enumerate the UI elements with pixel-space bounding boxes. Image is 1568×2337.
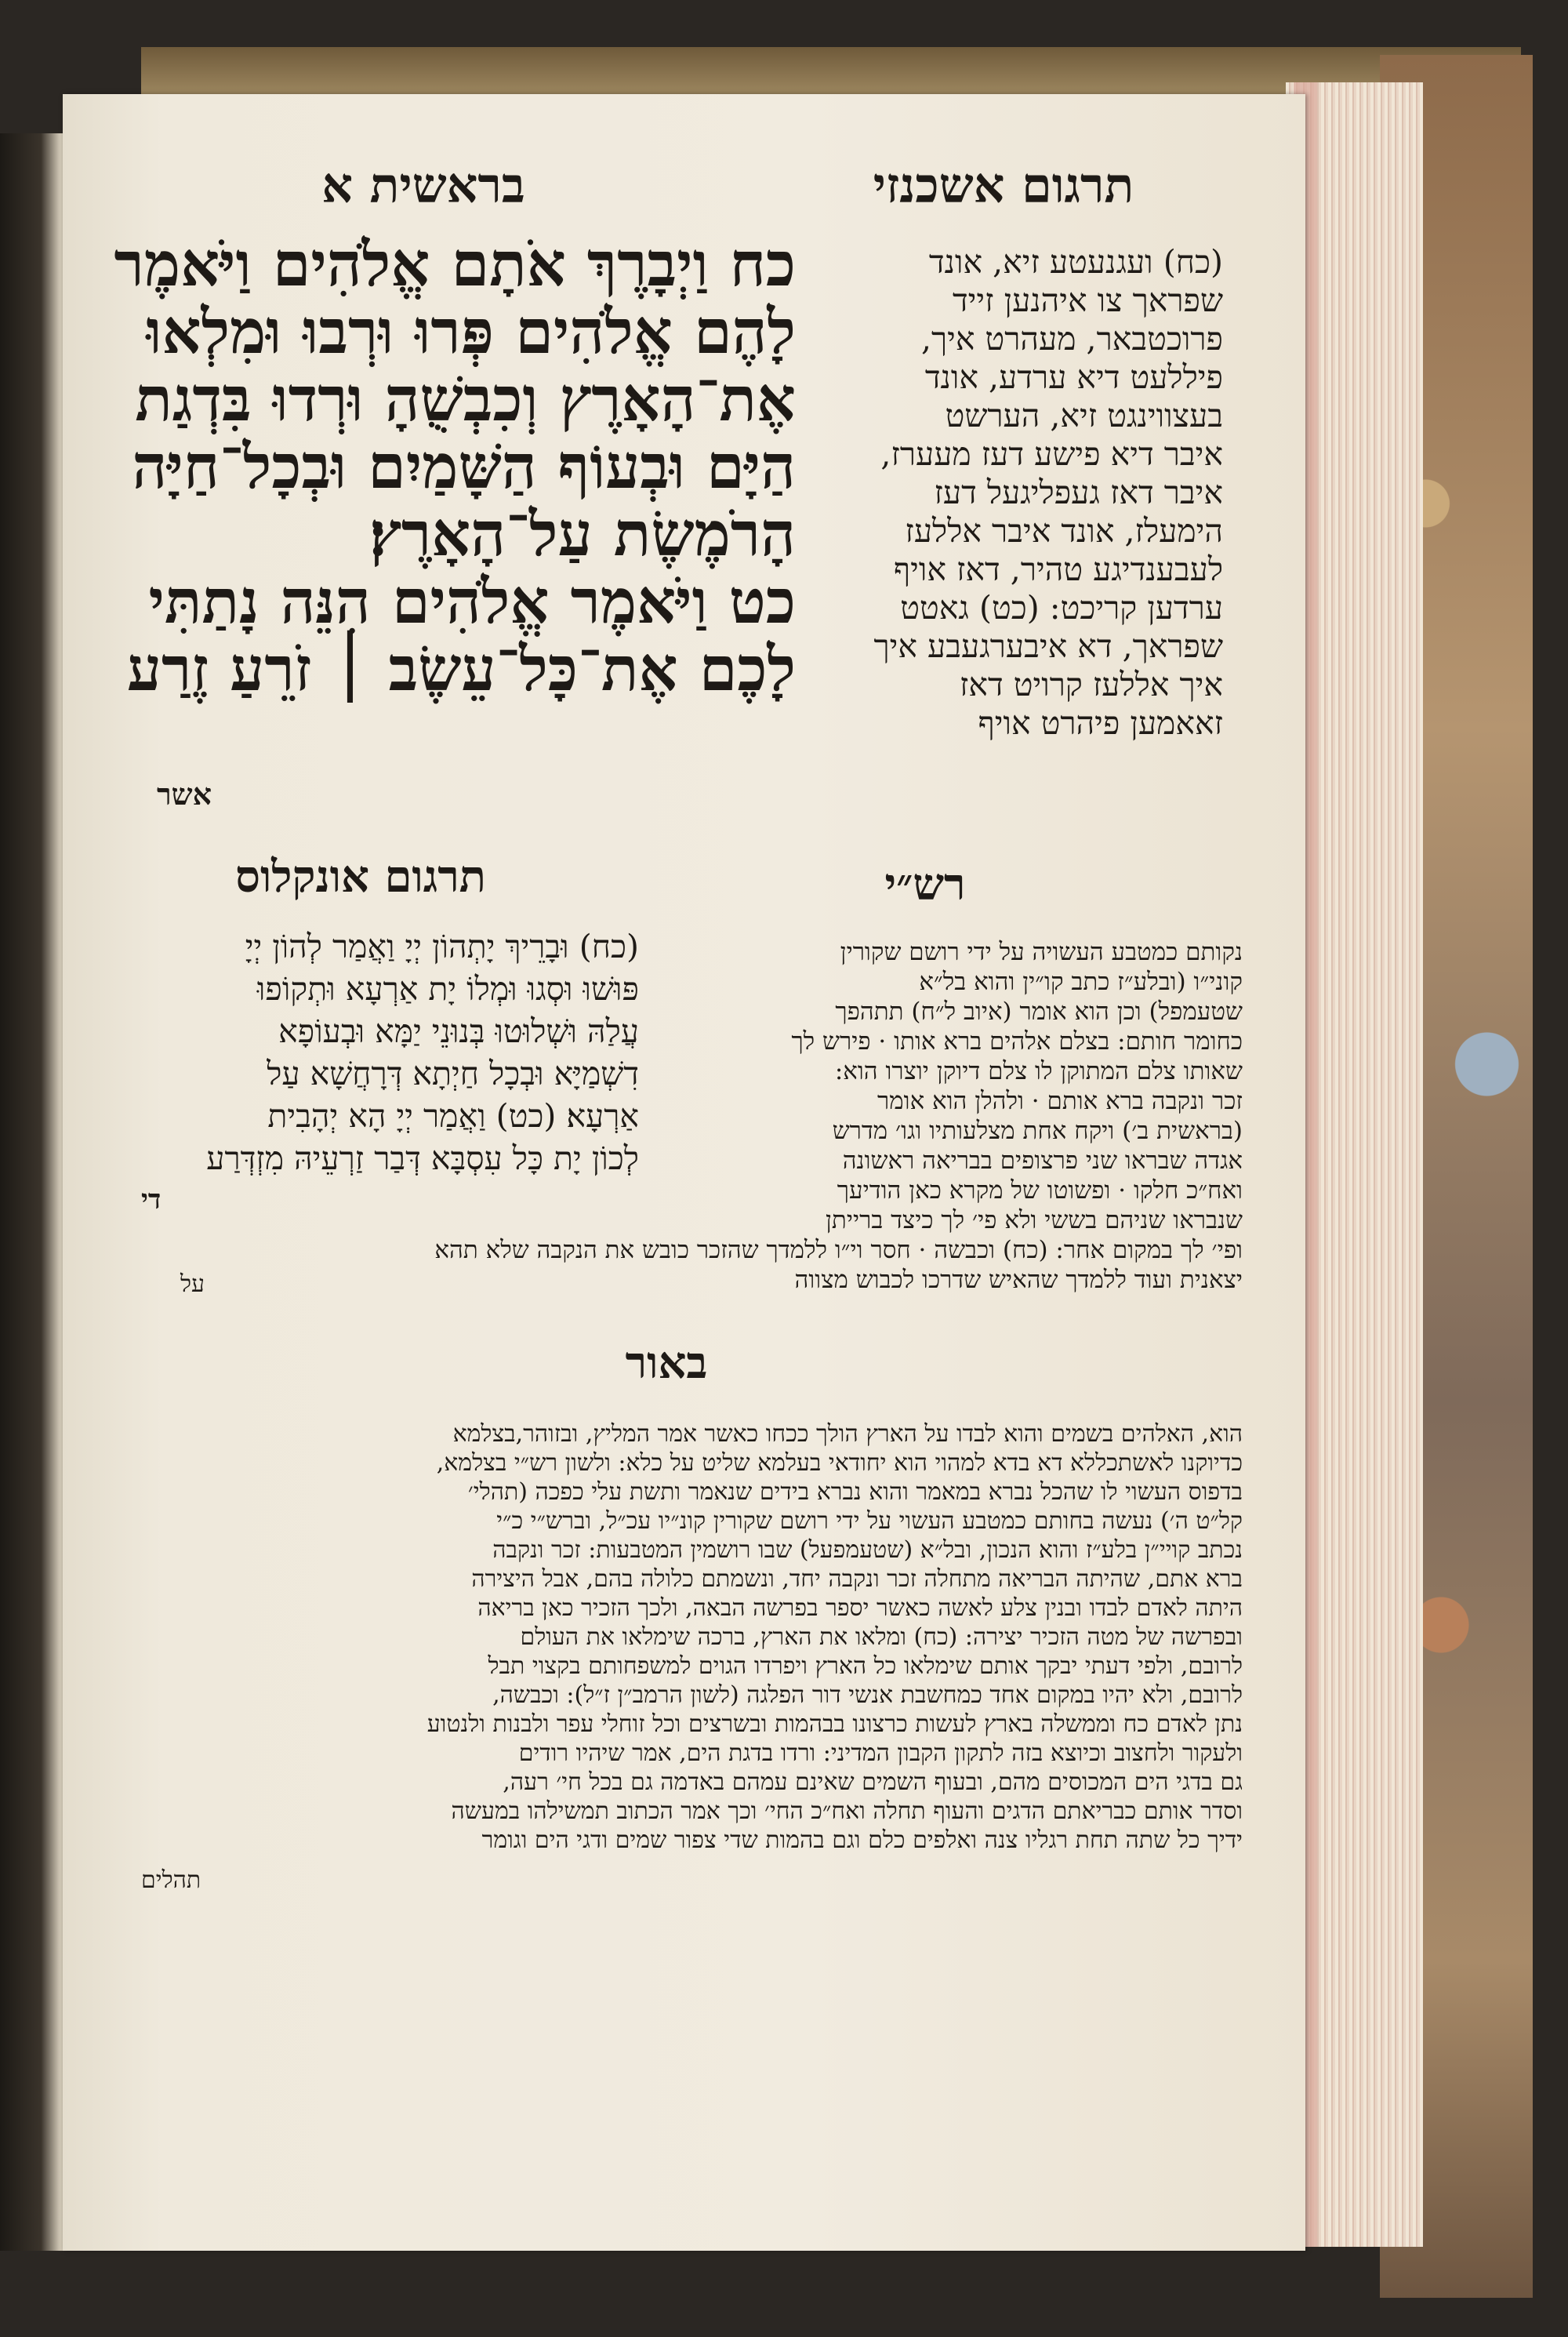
verse-line: הָרֹמֶשֶׂת עַל־הָאָרֶץ׃ — [369, 499, 796, 570]
biur-line: הוא, האלהים בשמים והוא לבדו על הארץ הולך ככחו כאשר אמר המליץ, ובזוהר,בצלמא — [452, 1420, 1243, 1448]
biur-catchword: תהלים — [141, 1866, 201, 1894]
biur-line: ובפרשה של מטה הזכיר יצירה: (כח) ומלאו את הארץ, ברכה שימלאו את העולם — [520, 1623, 1243, 1651]
rashi-catchword: על — [180, 1270, 205, 1298]
rashi-title: רש״י — [884, 859, 966, 910]
verse-line: כט וַיֹּאמֶר אֱלֹהִים הִנֵּה נָתַתִּי — [148, 566, 796, 638]
verse-catchword: אשר — [157, 776, 212, 812]
biur-block — [74, 1419, 1243, 1855]
rashi-continuation — [74, 1235, 1243, 1295]
verse-line: לָכֶם אֶת־כָּל־עֵשֶׂב ׀ זֹרֵעַ זֶרַע — [126, 634, 796, 705]
verse-line: לָהֶם אֱלֹהִים פְּרוּ וּרְבוּ וּמִלְאוּ — [146, 296, 796, 368]
german-translation-block — [815, 243, 1223, 743]
onkelos-line: אַרְעָא׃ (כט) וַאֲמַר יְיָ הָא יְהָבִית — [267, 1097, 639, 1135]
running-head-left: בראשית א — [321, 157, 525, 214]
rashi-line: זכר ונקבה ברא אותם · ולהלן הוא אומר — [877, 1087, 1243, 1115]
hebrew-verse-block — [74, 231, 796, 703]
biur-title: באור — [625, 1337, 708, 1389]
verse-line: אֶת־הָאָרֶץ וְכִבְשֻׁהָ וּרְדוּ בִּדְגַת — [135, 364, 796, 435]
onkelos-line: (כח) וּבָרֵיךְ יָתְהוֹן יְיָ וַאֲמַר לְהוֹן יְיָ — [245, 928, 639, 965]
biur-line: קל״ט ה׳) נעשה בחותם כמטבע העשוי על ידי רושם שקורין קונ״יו עכ״ל, וברש״י כ״י — [496, 1507, 1243, 1535]
rashi-line: שאותו צלם המתוקן לו צלם דיוקן יוצרו הוא: — [834, 1057, 1243, 1085]
biur-line: לרובם, ולא יהיו במקום אחד כמחשבת אנשי דור הפלגה (לשון הרמב״ן ז״ל): וכבשה, — [492, 1681, 1243, 1709]
rashi-line: שטעמפל) וכן הוא אומר (איוב ל״ח) תתהפך — [835, 998, 1243, 1026]
biur-line: בדפוס העשוי לו שהכל נברא במאמר והוא נברא בידים שנאמר ותשת עלי כפכה (תהלי׳ — [467, 1478, 1243, 1506]
biur-line: גם בדגי הים המכוסים מהם, ובעוף השמים שאינם עמהם באדמה גם בכל חי׳ רעה, — [503, 1768, 1243, 1796]
translation-line: שפראך צו איהנען זייד — [952, 282, 1223, 319]
translation-line: (כח) ועגנעטע זיא, אונד — [928, 243, 1223, 281]
translation-line: איבר דאז געפליגעל דעז — [934, 474, 1223, 511]
biur-line: נתן לאדם כח וממשלה בארץ לעשות כרצונו בבהמות ובשרצים וכל זוחלי עפר ולבנות ולנטוע — [426, 1710, 1243, 1738]
rashi-line: (בראשית ב׳) ויקח אחת מצלעותיו וגו׳ מדרש — [832, 1117, 1243, 1145]
onkelos-title: תרגום אונקלוס — [235, 851, 486, 903]
biur-line: ברא אתם, שהיתה הבריאה מתחלה זכר ונקבה יחד, ונשמתם כלולה בהם, אבל היצירה — [471, 1565, 1243, 1593]
translation-line: איבר דיא פישע דעז מעערז, — [880, 435, 1223, 473]
biur-line: נכתב קויי״ן בלע״ז והוא הנכון, ובל״א (שטעמפעל) שבו רושמין המטבעות: זכר ונקבה — [492, 1536, 1243, 1564]
biur-line: היתה לאדם לבדו ובנין צלע לאשה כאשר יספר בפרשה הבאה, ולכך הזכיר כאן בריאה — [477, 1594, 1243, 1622]
rashi-line: קוני״ו (ובלע״ז כתב קו״ין והוא בל״א — [919, 968, 1243, 996]
book-page — [63, 94, 1305, 2251]
translation-line: הימעלז, אונד איבר אללעז — [905, 512, 1223, 550]
rashi-line: ופי׳ לך במקום אחר: (כח) וכבשה · חסר וי״ו ללמדך שהזכר כובש את הנקבה שלא תהא — [434, 1236, 1243, 1264]
running-head-right: תרגום אשכנזי — [873, 157, 1134, 214]
translation-line: פרוכטבאר, מעהרט איך, — [920, 320, 1223, 358]
verse-line: הַיָּם וּבְעוֹף הַשָּׁמַיִם וּבְכָל־חַיָּה — [132, 431, 796, 503]
onkelos-line: פּוּשׁוּ וּסְגוּ וּמְלוֹ יָת אַרְעָא וּתְקוֹפוּ — [256, 970, 639, 1008]
rashi-line: נקותם כמטבע העשויה על ידי רושם שקורין — [840, 938, 1243, 966]
rashi-block — [655, 937, 1243, 1235]
biur-line: ידיך כל שתה תחת רגליו צנה ואלפים כלם וגם בהמות שדי צפור שמים ודגי הים וגומר — [481, 1826, 1243, 1854]
onkelos-line: דִשְׁמַיָּא וּבְכָל חַיְתָא דְּרָחֲשָׁא עַל — [267, 1055, 639, 1092]
onkelos-line: עֲלַהּ וּשְׁלוּטוּ בְּנוּנֵי יַמָּא וּבְעוֹפָא — [278, 1012, 639, 1050]
translation-line: שפראך, דא איבערגעבע איך — [873, 627, 1223, 665]
rashi-line: ואח״כ חלקו · ופשוטו של מקרא כאן הודיעך — [837, 1176, 1243, 1205]
onkelos-catchword: די — [141, 1184, 162, 1216]
translation-line: איך אללעז קרויט דאז — [959, 666, 1223, 703]
rashi-line: כחומר חותם: בצלם אלהים ברא אותו · פירש לך — [791, 1027, 1243, 1056]
translation-line: בעצווינגט זיא, הערשט — [945, 397, 1223, 434]
translation-line: ערדען קריכט: (כט) גאטט — [900, 589, 1223, 627]
rashi-line: יצאנית ועוד ללמדך שהאיש שדרכו לכבוש מצווה — [794, 1266, 1243, 1294]
translation-line: זאאמען פיהרט אויף — [978, 704, 1223, 742]
verse-line: כח וַיְבָרֶךְ אֹתָם אֱלֹהִים וַיֹּאמֶר — [114, 229, 796, 300]
biur-line: וסדר אותם כבריאתם הדגים והעוף תחלה ואח״כ החי׳ וכך אמר הכתוב תמשילהו במעשה — [451, 1797, 1243, 1825]
translation-line: פיללעט דיא ערדע, אונד — [924, 358, 1223, 396]
biur-line: כדיוקנו לאשתכללא דא בדא למהוי הוא יחודאי בעלמא שליט על כלא: ולשון רש״י בצלמא, — [436, 1449, 1243, 1477]
onkelos-block — [74, 925, 639, 1179]
rashi-line: שנבראו שניהם בששי ולא פי׳ לך כיצד ברייתן — [826, 1206, 1243, 1234]
rashi-line: אגדה שבראו שני פרצופים בבריאה ראשונה — [842, 1147, 1243, 1175]
biur-line: ולעקור ולחצוב וכיוצא בזה לתקון הקבון המדיני: ורדו בדגת הים, אמר שיהיו רודים — [518, 1739, 1243, 1767]
onkelos-line: לְכוֹן יָת כָּל עִסְבָּא דְּבַר זַרְעֵיהּ מִזְדְּרַע — [206, 1139, 639, 1177]
biur-line: לרובם, ולפי דעתי יבקך אותם שימלאו כל הארץ ויפרדו הגוים למשפחותם בקצוי תבל — [488, 1652, 1243, 1680]
translation-line: לעבענדיגע טהיר, דאז אויף — [893, 551, 1223, 588]
